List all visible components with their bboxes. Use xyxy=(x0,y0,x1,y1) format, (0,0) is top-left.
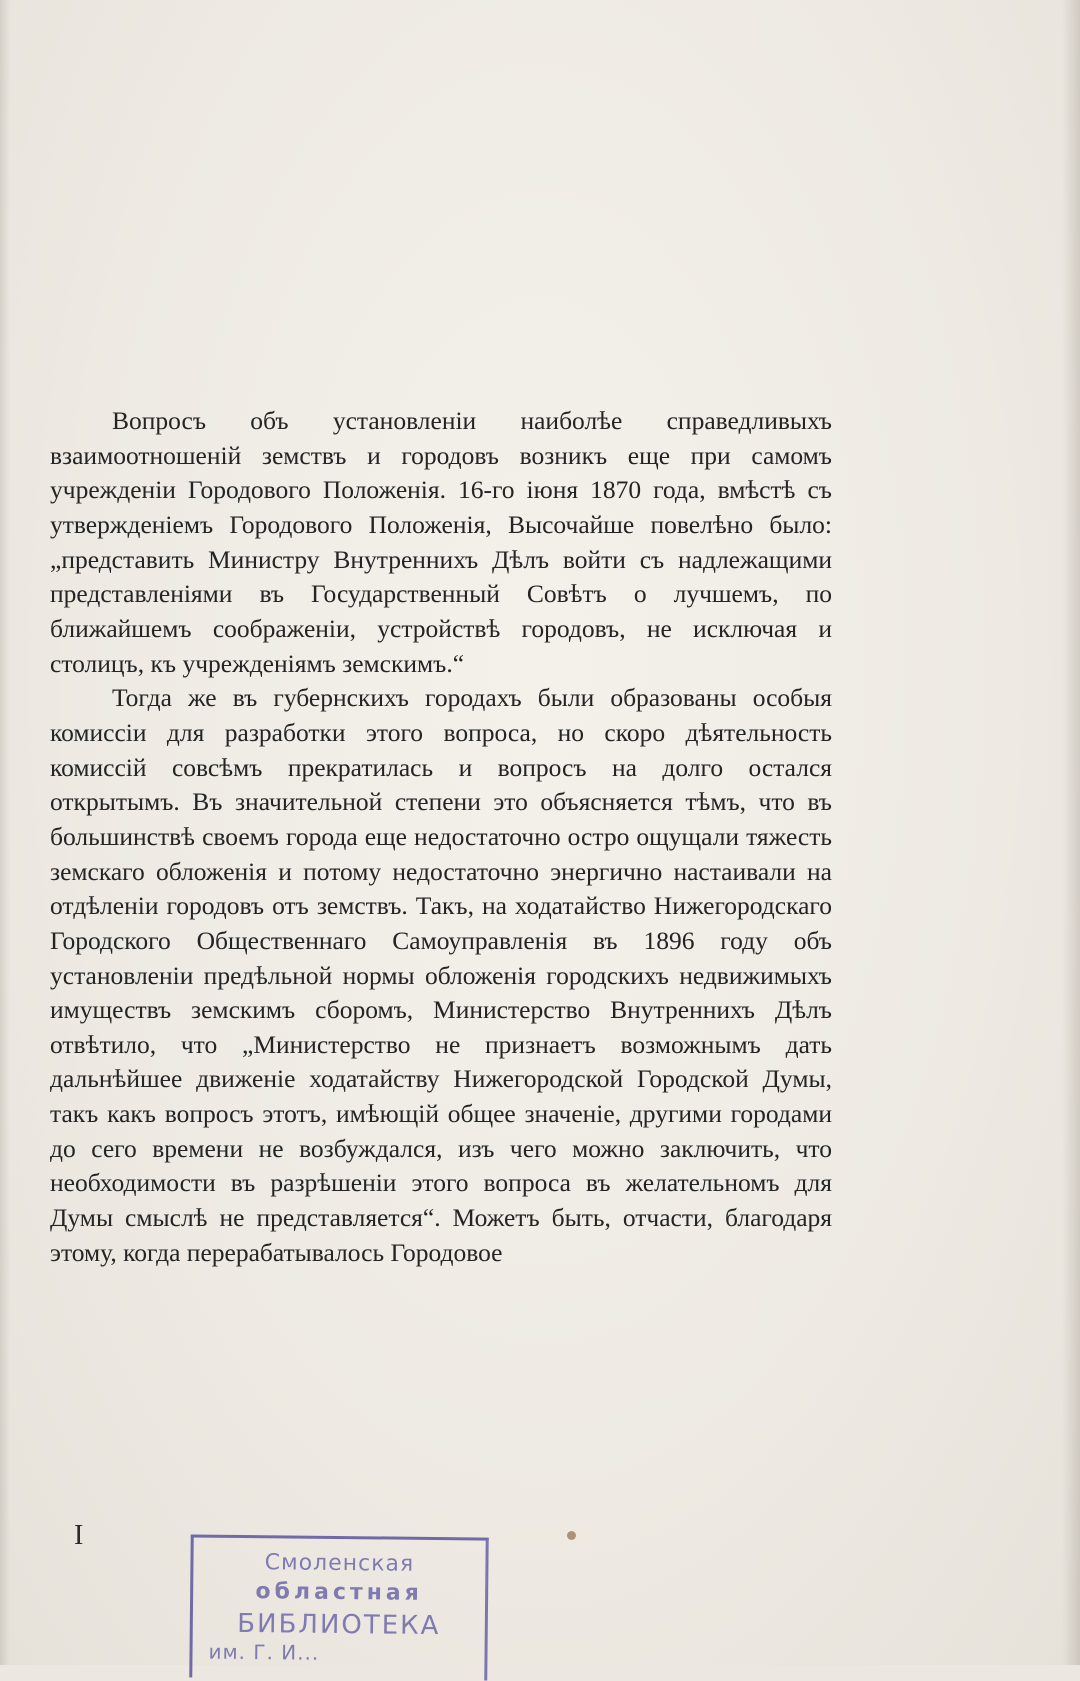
signature-mark: I xyxy=(74,1520,84,1551)
stamp-line-3: БИБЛИОТЕКА xyxy=(237,1608,441,1642)
stamp-line-4: им. Г. И... xyxy=(208,1639,320,1665)
page-right-edge-shadow xyxy=(1062,0,1080,1665)
page-left-edge-shadow xyxy=(0,0,10,1665)
stamp-line-2: областная xyxy=(255,1579,423,1606)
body-text xyxy=(50,404,832,1270)
ink-spot xyxy=(567,1531,576,1540)
paragraph-1: Вопросъ объ установленіи наиболѣе справедливыхъ взаимоотношеній земствъ и городовъ возникъ еще при самомъ учрежденіи Городового Положенія. 16-го іюня 1870 года, вмѣстѣ съ утвержденіемъ Городового Положенія, Высочайше повелѣно было: „представить Министру Внутреннихъ Дѣлъ войти съ надлежащими представленіями въ Государственный Совѣтъ о лучшемъ, по ближайшемъ соображеніи, устройствѣ городовъ, не исключая и столицъ, къ учрежденіямъ земскимъ.“ xyxy=(50,406,832,678)
stamp-line-1: Смоленская xyxy=(264,1550,415,1577)
paragraph-2: Тогда же въ губернскихъ городахъ были образованы особыя комиссіи для разработки этого вопроса, но скоро дѣятельность комиссій совсѣмъ прекратилась и вопросъ на долго остался открытымъ. Въ значительной степени это объясняется тѣмъ, что въ большинствѣ своемъ города еще недостаточно остро ощущали тяжесть земскаго обложенія и потому недостаточно энергично настаивали на отдѣленіи городовъ отъ земствъ. Такъ, на ходатайство Нижегородскаго Городского Общественнаго Самоуправленія въ 1896 году объ установленіи предѣльной нормы обложенія городскихъ недвижимыхъ имуществъ земскимъ сборомъ, Министерство Внутреннихъ Дѣлъ отвѣтило, что „Министерство не признаетъ возможнымъ дать дальнѣйшее движеніе ходатайству Нижегородской Городской Думы, такъ какъ вопросъ этотъ, имѣющій общее значеніе, другими городами до сего времени не возбуждался, изъ чего можно заключить, что необходимости въ разрѣшеніи этого вопроса въ желательномъ для Думы смыслѣ не представляется“. Можетъ быть, отчасти, благодаря этому, когда перерабатывалось Городовое xyxy=(50,683,832,1267)
library-stamp xyxy=(189,1534,488,1680)
